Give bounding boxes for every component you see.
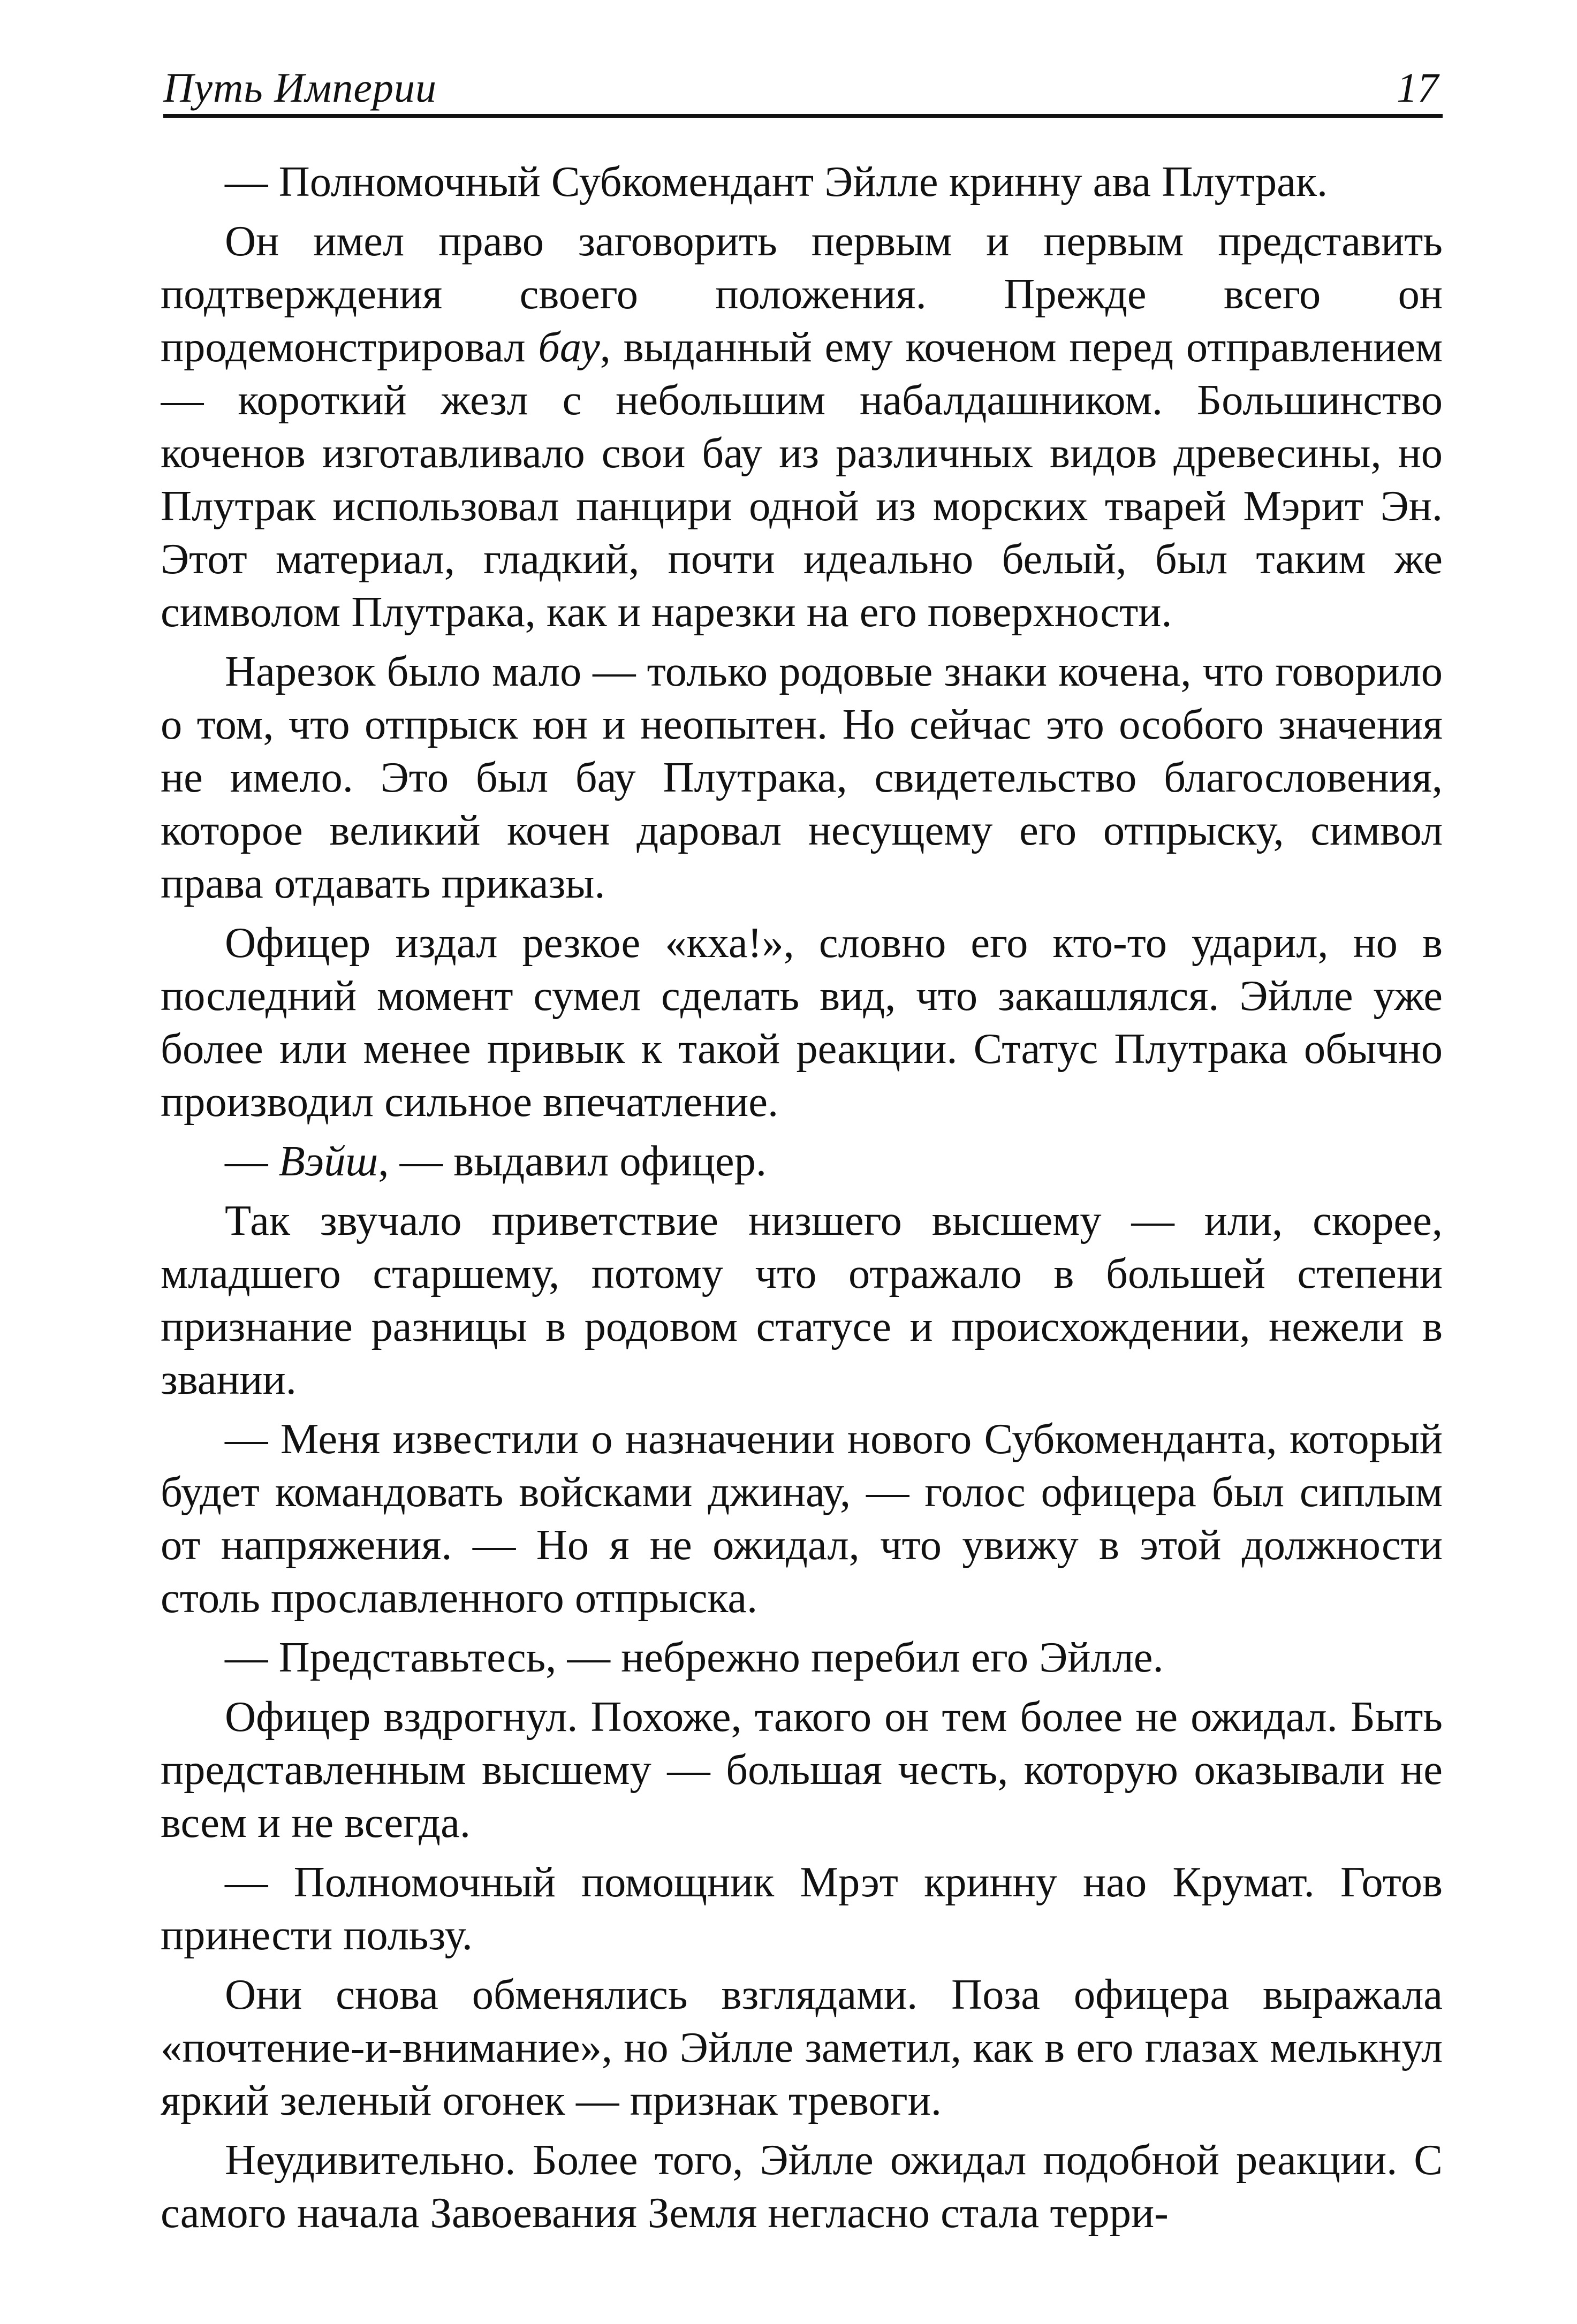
text-run: — bbox=[225, 1137, 279, 1185]
text-run: Офицер вздрогнул. Похоже, такого он тем более не ожидал. Быть представленным высшему — большая честь, которую оказывали не всем и не всегда. bbox=[161, 1693, 1443, 1847]
paragraph bbox=[161, 1690, 1443, 1849]
running-title: Путь Империи bbox=[163, 64, 437, 111]
paragraph bbox=[161, 1968, 1443, 2127]
italic-term: Вэйш bbox=[278, 1137, 378, 1185]
page-number: 17 bbox=[1397, 64, 1438, 111]
running-header bbox=[163, 58, 1443, 118]
text-run: Нарезок было мало — только родовые знаки кочена, что говорило о том, что отпрыск юн и неопытен. Но сейчас это особого значения не имело. Это был бау Плутрака, свидетельство благословения, которое великий кочен даровал несущему его отпрыску, символ права отдавать приказы. bbox=[161, 648, 1443, 907]
paragraph bbox=[161, 916, 1443, 1128]
text-run: — Меня известили о назначении нового Субкоменданта, который будет командовать войсками джинау, — голос офицера был сиплым от напряжения. — Но я не ожидал, что увижу в этой должности столь прославленного отпрыска. bbox=[161, 1415, 1443, 1622]
italic-term: бау bbox=[538, 323, 600, 371]
paragraph bbox=[161, 1412, 1443, 1624]
text-run: Так звучало приветствие низшего высшему — или, скорее, младшего старшему, потому что отражало в большей степени признание разницы в родовом статусе и происхождении, нежели в звании. bbox=[161, 1197, 1443, 1403]
text-run: , — выдавил офицер. bbox=[378, 1137, 767, 1185]
body-text bbox=[161, 155, 1443, 2285]
paragraph bbox=[161, 1194, 1443, 1406]
paragraph bbox=[161, 155, 1443, 208]
text-run: , выданный ему коченом перед отправлением — короткий жезл с небольшим набалдашником. Большинство коченов изготавливало свои бау из различных видов древесины, но Плутрак использовал панцири одной из морских тварей Мэрит Эн. Этот материал, гладкий, почти идеально белый, был таким же символом Плутрака, как и нарезки на его поверхности. bbox=[161, 323, 1443, 636]
paragraph bbox=[161, 1856, 1443, 1962]
text-run: — Представьтесь, — небрежно перебил его Эйлле. bbox=[225, 1634, 1164, 1681]
paragraph bbox=[161, 645, 1443, 910]
paragraph bbox=[161, 1135, 1443, 1188]
paragraph bbox=[161, 1631, 1443, 1684]
text-run: — Полномочный Субкомендант Эйлле кринну ава Плутрак. bbox=[225, 158, 1328, 206]
paragraph bbox=[161, 2133, 1443, 2239]
text-run: Неудивительно. Более того, Эйлле ожидал подобной реакции. С самого начала Завоевания Земля негласно стала терри- bbox=[161, 2136, 1443, 2237]
text-run: Офицер издал резкое «кха!», словно его кто-то ударил, но в последний момент сумел сделать вид, что закашлялся. Эйлле уже более или менее привык к такой реакции. Статус Плутрака обычно производил сильное впечатление. bbox=[161, 919, 1443, 1126]
text-run: — Полномочный помощник Мрэт кринну нао Крумат. Готов принести пользу. bbox=[161, 1858, 1443, 1959]
text-run: Он имел право заговорить первым и первым представить подтверждения своего положения. Прежде всего он продемонстрировал bbox=[161, 217, 1443, 371]
paragraph bbox=[161, 215, 1443, 639]
text-run: Они снова обменялись взглядами. Поза офицера выражала «почтение-и-внимание», но Эйлле заметил, как в его глазах мелькнул яркий зеленый огонек — признак тревоги. bbox=[161, 1971, 1443, 2124]
